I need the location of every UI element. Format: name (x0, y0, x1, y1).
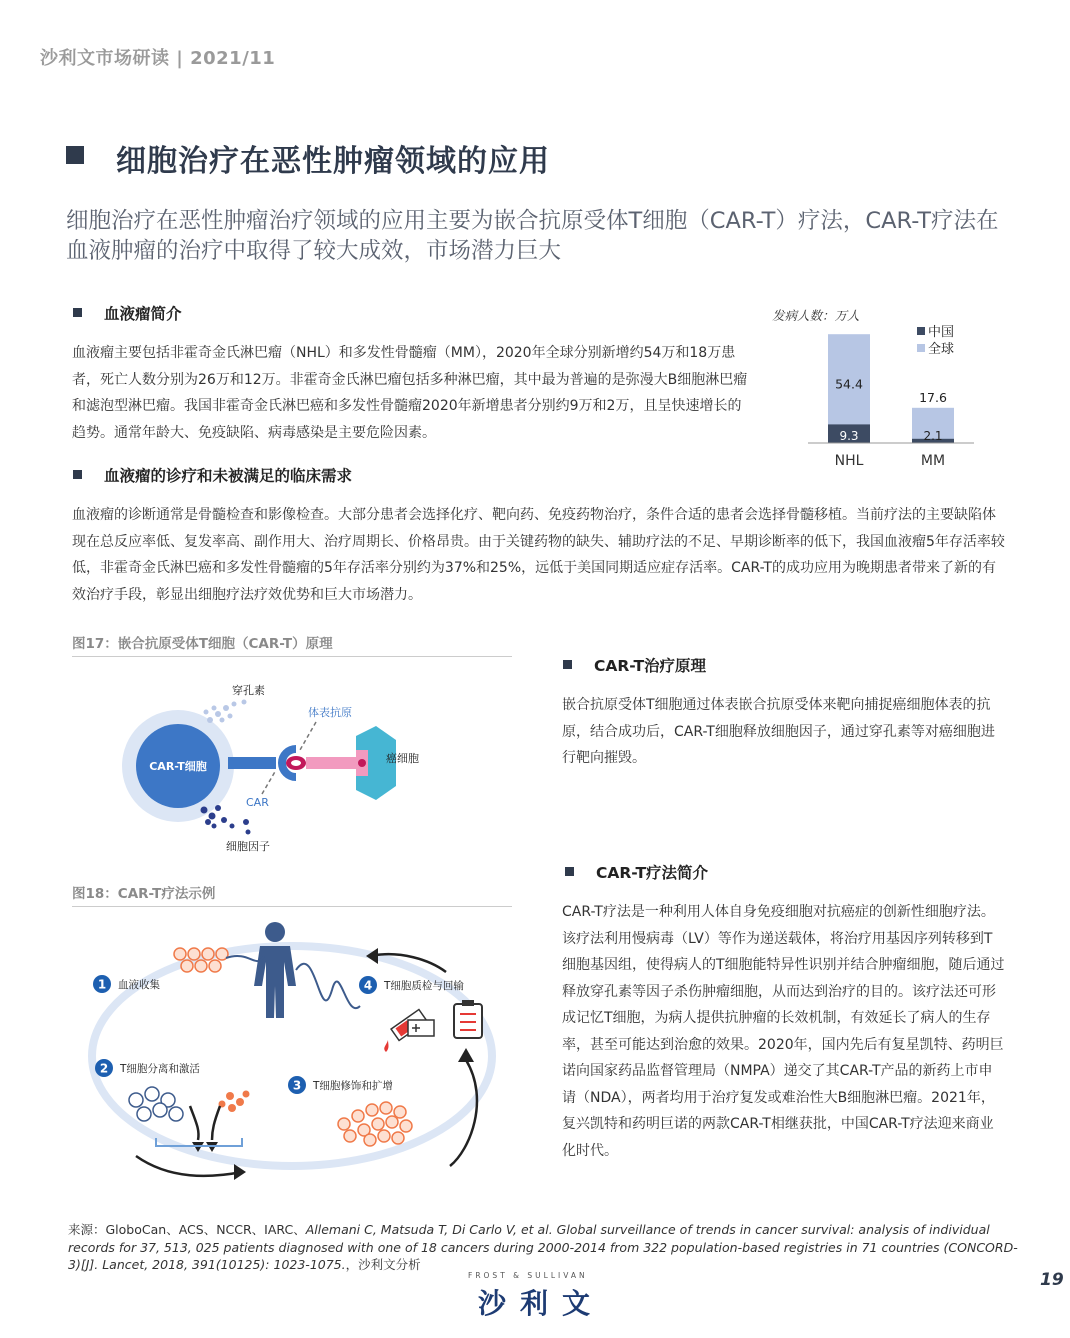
page-subtitle: 细胞治疗在恶性肿瘤治疗领域的应用主要为嵌合抗原受体T细胞（CAR-T）疗法，CAR-T疗法在血液肿瘤的治疗中取得了较大成效，市场潜力巨大 (66, 208, 999, 264)
cancer-cell-label: 癌细胞 (386, 752, 419, 765)
antigen-label: 体表抗原 (308, 706, 352, 719)
cytokine-label: 细胞因子 (226, 840, 270, 853)
brand-logo: 沙利文 (478, 1287, 605, 1320)
merge-arrow-left (190, 1106, 199, 1140)
legend-swatch-global (917, 344, 925, 352)
step-1-label: 血液收集 (118, 979, 160, 991)
patient-figure-icon (254, 922, 296, 1018)
step-4-number: 4 (363, 978, 373, 993)
source-citation: Allemani C, Matsuda T, Di Carlo V, et al. Global surveillance of trends in cancer survival: analysis of individual records for 37, 513, 025 patients diagnosed with one of 18 cancers during 2000-2014 from 322 population-based registries in 71 countries (CONCORD-3)[J]. Lancet, 2018, 391(10125): 1023-1075. (68, 1222, 1018, 1272)
perforin-dots (204, 700, 247, 724)
merge-arrow-right (212, 1106, 220, 1140)
section-body-intro: 血液瘤主要包括非霍奇金氏淋巴瘤（NHL）和多发性骨髓瘤（MM），2020年全球分别新增约54万和18万患者，死亡人数分别为26万和12万。非霍奇金氏淋巴瘤包括多种淋巴瘤，其中最为普遍的是弥漫大B细胞淋巴瘤和滤泡型淋巴瘤。我国非霍奇金氏淋巴癌和多发性骨髓瘤2020年新增患者分别约9万和2万，且呈快速增长的趋势。通常年龄大、免疫缺陷、病毒感染是主要危险因素。 (72, 345, 748, 441)
legend-label-china: 中国 (928, 325, 955, 340)
divider (72, 906, 512, 907)
chart-title: 发病人数：万人 (772, 308, 860, 323)
section-body-diagnosis: 血液瘤的诊断通常是骨髓检查和影像检查。大部分患者会选择化疗、靶向药、免疫药物治疗，条件合适的患者会选择骨髓移植。当前疗法的主要缺陷体现在总反应率低、复发率高、副作用大、治疗周期长、价格昂贵。由于关键药物的缺失、辅助疗法的不足、早期诊断率的低下，我国血液瘤5年存活率较低，非霍奇金氏淋巴癌和多发性骨髓瘤的5年存活率分别约为37%和25%，远低于美国同期适应症存活率。CAR-T的成功应用为晚期患者带来了新的有效治疗手段，彰显出细胞疗法疗效优势和巨大市场潜力。 (72, 507, 1005, 603)
section-body-therapy: CAR-T疗法是一种利用人体自身免疫细胞对抗癌症的创新性细胞疗法。该疗法利用慢病毒（LV）等作为递送载体，将治疗用基因序列转移到T细胞基因组，使得病人的T细胞能特异性识别并结合肿瘤细胞，随后通过释放穿孔素等因子杀伤肿瘤细胞，从而达到治疗的目的。该疗法还可形成记忆T细胞，为病人提供抗肿瘤的长效机制，有效延长了病人的生存率，甚至可能达到治愈的效果。2020年，国内先后有复星凯特、药明巨诺向国家药品监督管理局（NMPA）递交了其CAR-T产品的新药上市申请（NDA），两者均用于治疗复发或难治性大B细胞淋巴瘤。2021年，复兴凯特和药明巨诺的两款CAR-T相继获批，中国CAR-T疗法迎来商业化时代。 (562, 904, 1005, 1159)
antigen-stem (306, 757, 356, 769)
section-bullet-icon (73, 308, 82, 317)
cart-cell-label: CAR-T细胞 (149, 760, 207, 773)
page-number: 19 (1040, 1270, 1064, 1290)
section-bullet-icon (563, 660, 572, 669)
syringe-icon (384, 1010, 434, 1052)
cycle-arrow-head-icon (458, 1048, 474, 1062)
divider (72, 656, 512, 657)
source-prefix: 来源：GloboCan、ACS、NCCR、IARC、 (68, 1222, 306, 1237)
section-body-principle: 嵌合抗原受体T细胞通过体表嵌合抗原受体来靶向捕捉癌细胞体表的抗原，结合成功后，CAR-T细胞释放细胞因子，通过穿孔素等对癌细胞进行靶向摧毁。 (562, 697, 995, 766)
section-title-intro: 血液瘤简介 (104, 305, 182, 323)
car-t-therapy-process-diagram (70, 910, 520, 1190)
blood-cells-icon (174, 948, 228, 972)
car-pointer (262, 770, 276, 794)
expanded-cells-icon (338, 1102, 412, 1146)
value-label-china-nhl: 9.3 (839, 429, 859, 443)
brand-name-en: FROST & SULLIVAN (468, 1271, 588, 1280)
source-suffix: ，沙利文分析 (345, 1257, 421, 1272)
car-label: CAR (246, 796, 269, 809)
title-square-icon (66, 146, 84, 164)
category-label-mm: MM (920, 453, 946, 469)
step-4-label: T细胞质检与回输 (384, 980, 464, 992)
value-label-china-mm: 2.1 (923, 429, 943, 443)
perforin-label: 穿孔素 (232, 684, 265, 697)
legend-label-global: 全球 (928, 342, 955, 357)
source-note (68, 1221, 1018, 1274)
antigen-core (291, 760, 301, 766)
cancer-antigen-dot (358, 759, 366, 767)
category-label-nhl: NHL (834, 453, 864, 469)
value-label-global-nhl: 54.4 (835, 376, 863, 392)
clipboard-icon (454, 1000, 482, 1038)
step-2-number: 2 (99, 1061, 109, 1076)
legend-swatch-china (917, 327, 925, 335)
figure-18-caption: 图18：CAR-T疗法示例 (72, 886, 216, 902)
section-title-diagnosis: 血液瘤的诊疗和未被满足的临床需求 (104, 467, 353, 485)
page-title: 细胞治疗在恶性肿瘤领域的应用 (116, 144, 550, 179)
step-2-label: T细胞分离和激活 (120, 1063, 200, 1075)
car-receptor-stem (228, 757, 276, 769)
car-t-principle-diagram (100, 670, 460, 860)
section-title-therapy: CAR-T疗法简介 (596, 864, 709, 882)
incidence-bar-chart (760, 300, 1020, 475)
section-bullet-icon (565, 867, 574, 876)
header-text: 沙利文市场研读 | 2021/11 (40, 48, 276, 69)
value-label-global-mm: 17.6 (919, 389, 947, 405)
antigen-pointer (300, 722, 316, 750)
section-title-principle: CAR-T治疗原理 (594, 657, 707, 675)
section-bullet-icon (73, 470, 82, 479)
figure-17-caption: 图17：嵌合抗原受体T细胞（CAR-T）原理 (72, 636, 333, 652)
activator-dots (219, 1091, 250, 1113)
infusion-tube (296, 964, 360, 1008)
t-cells-icon (129, 1087, 183, 1121)
step-1-number: 1 (97, 977, 107, 992)
step-3-label: T细胞修饰和扩增 (313, 1080, 393, 1092)
step-3-number: 3 (292, 1078, 302, 1093)
